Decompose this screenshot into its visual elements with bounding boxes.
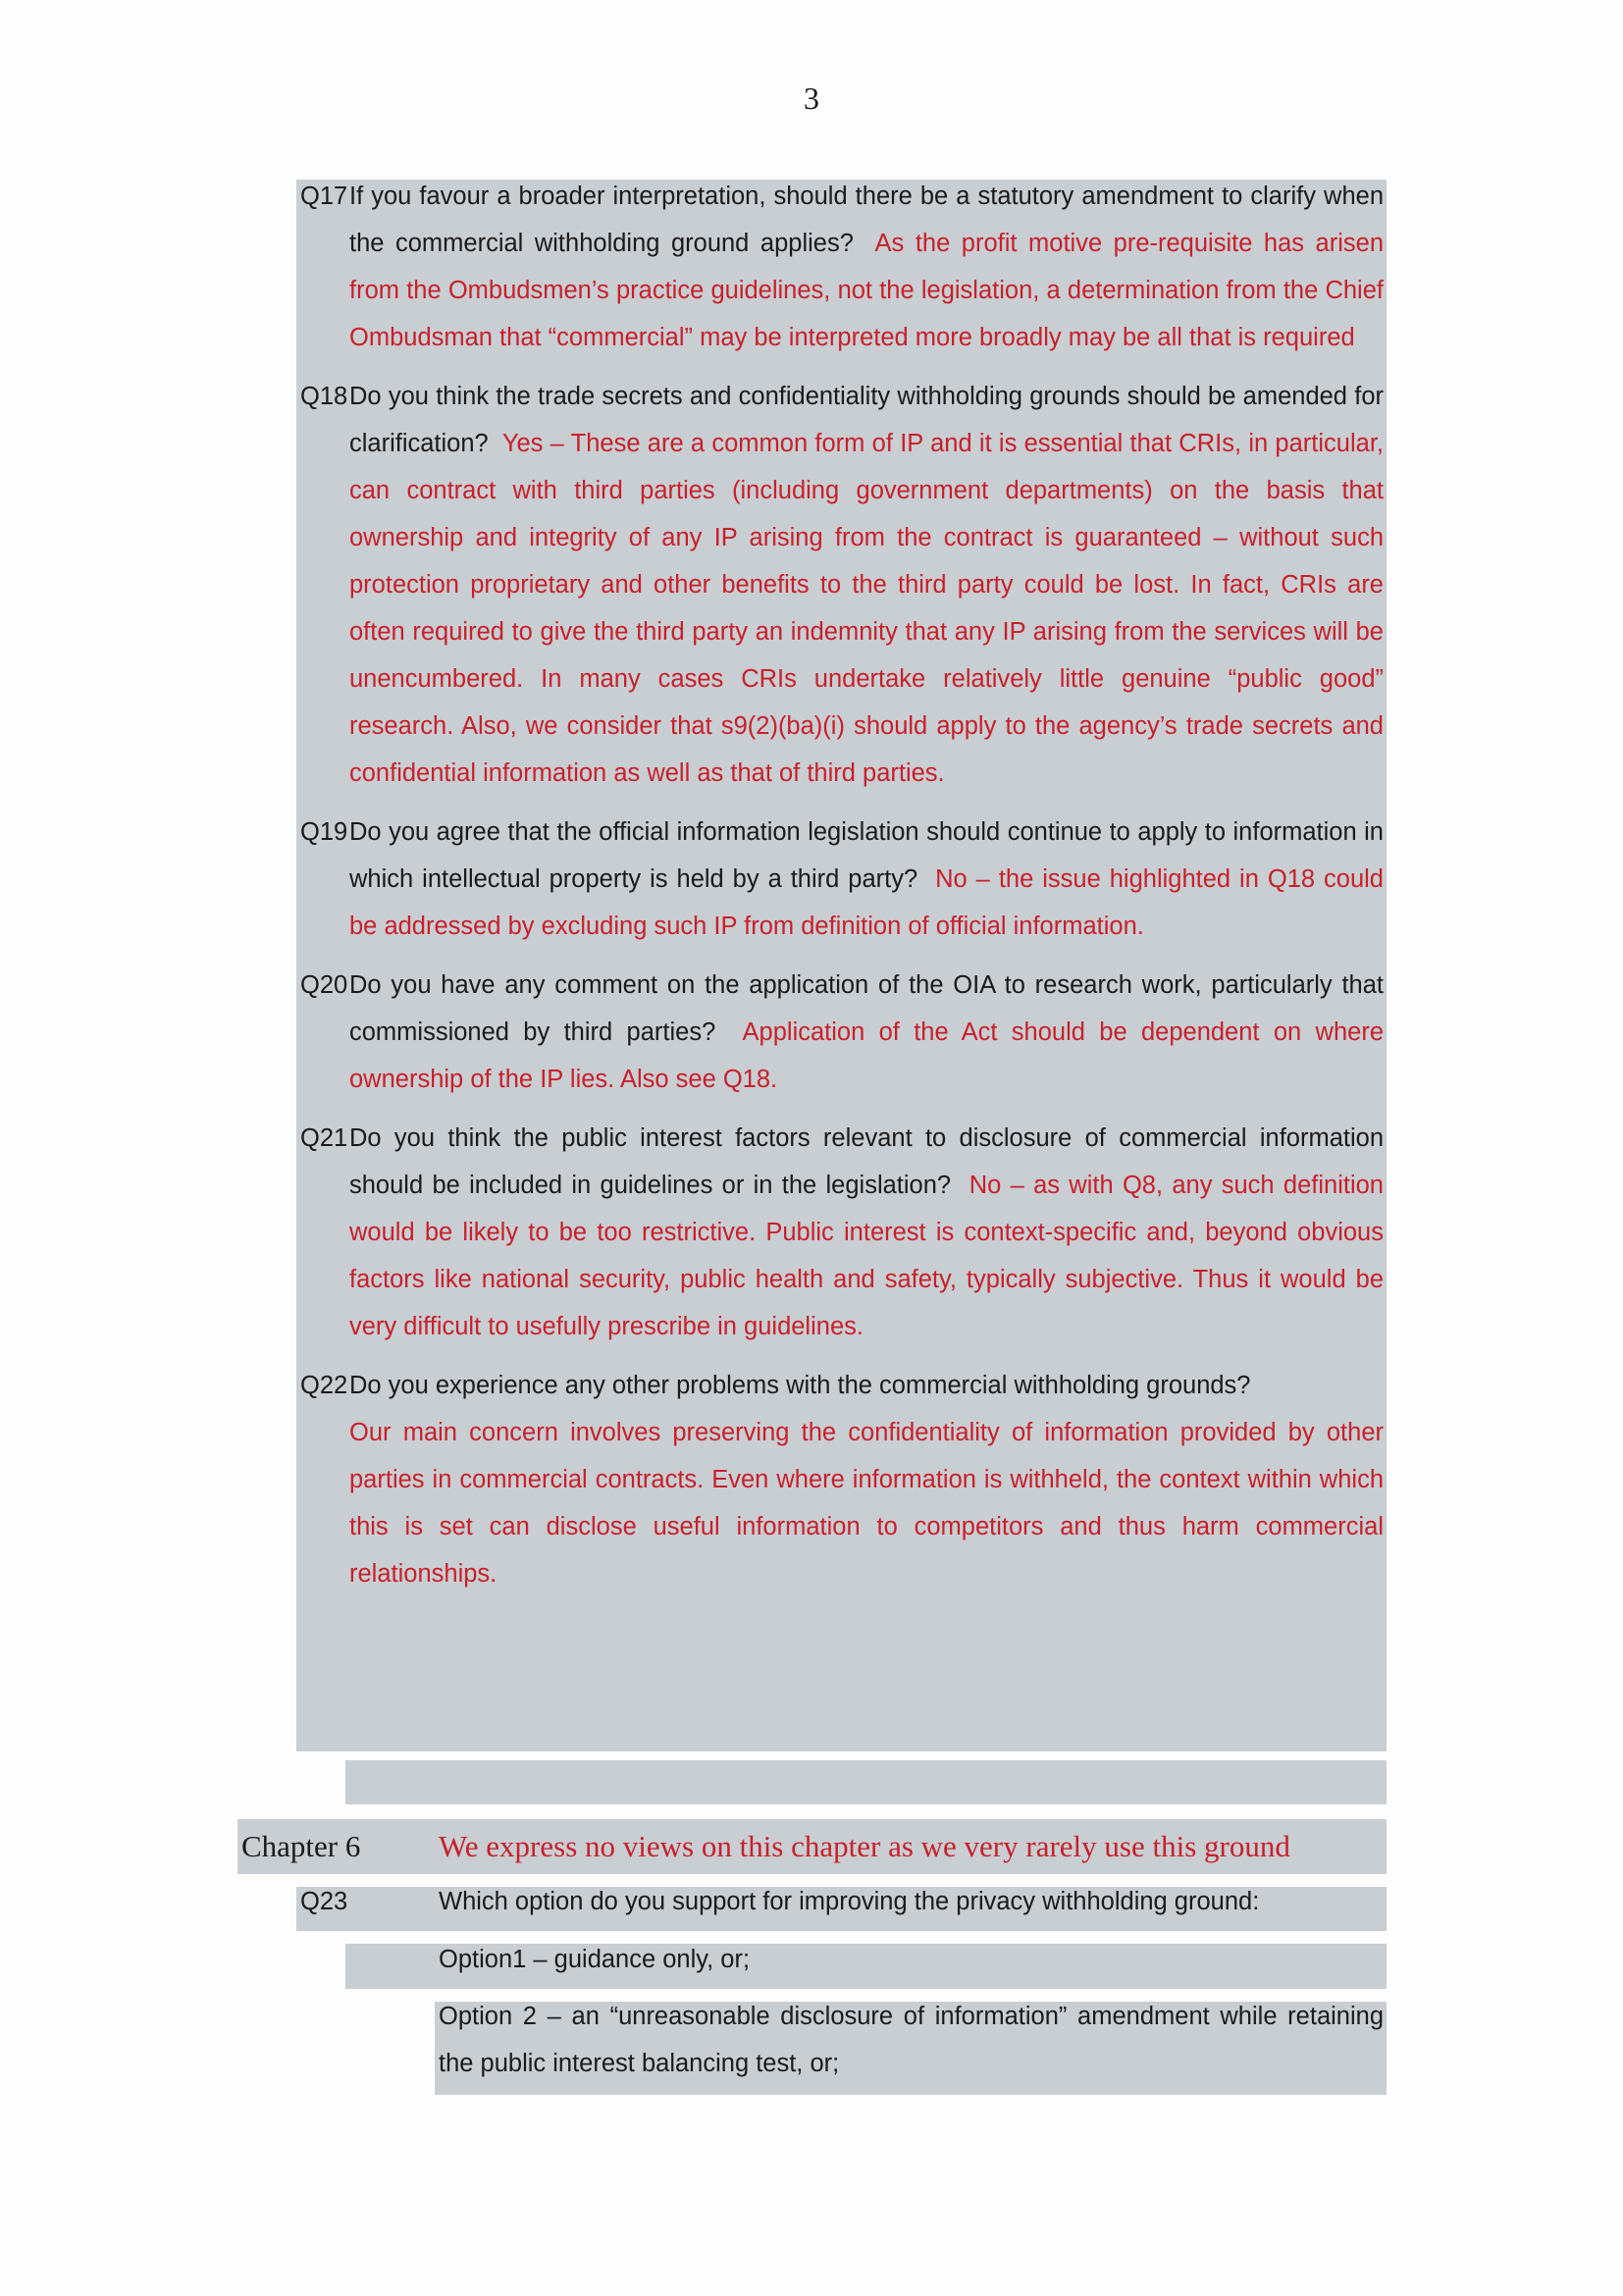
answer-text: As the profit motive pre-requisite has arisen from the Ombudsmen’s practice guidelines, not the legislation, a determination from the Chief Ombudsman that “commercial” may be interpreted more broadly may be all that is required <box>349 230 1385 351</box>
question-text: If you favour a broader interpretation, should there be a statutory amendment to clarify when the commercial withholding ground applies? <box>349 183 1384 257</box>
answer-text: Application of the Act should be dependent on where ownership of the IP lies. Also see Q18. <box>349 1018 1385 1093</box>
answer-text: No – the issue highlighted in Q18 could be addressed by excluding such IP from definition of official information. <box>349 865 1384 940</box>
question-label: Q17 <box>300 183 348 210</box>
question-label: Q18 <box>300 383 348 410</box>
question-text: Do you think the public interest factors relevant to disclosure of commercial information should be included in guidelines or in the legislation? <box>349 1124 1384 1199</box>
q23-option-1: Option1 – guidance only, or; <box>439 1946 751 1973</box>
question-q17 <box>296 173 1384 361</box>
question-q21 <box>296 1115 1384 1350</box>
highlight-block <box>345 1760 1387 1804</box>
q23-label: Q23 <box>300 1888 348 1915</box>
q23-option-2: Option 2 – an “unreasonable disclosure of information” amendment while retaining the public interest balancing test, or; <box>439 2003 1384 2077</box>
answer-text: Our main concern involves preserving the confidentiality of information provided by other parties in commercial contracts. Even where information is withheld, the context within which this is set can disclose useful information to competitors and thus harm commercial relationships. <box>349 1419 1384 1588</box>
question-q19 <box>296 809 1384 950</box>
answer-text: Yes – These are a common form of IP and it is essential that CRIs, in particular, can contract with third parties (including government departments) on the basis that ownership and integrity of any IP arising from the contract is guaranteed – without such protection proprietary and other benefits to the third party could be lost. In fact, CRIs are often required to give the third party an indemnity that any IP arising from the services will be unencumbered. In many cases CRIs undertake relatively little genuine “public good” research. Also, we consider that s9(2)(ba)(i) should apply to the agency’s trade secrets and confidential information as well as that of third parties. <box>349 430 1384 787</box>
question-q18 <box>296 373 1384 797</box>
question-label: Q22 <box>300 1372 348 1399</box>
question-text: Do you think the trade secrets and confidentiality withholding grounds should be amended for clarification? <box>349 383 1384 457</box>
question-text: Do you experience any other problems with the commercial withholding grounds? <box>349 1372 1251 1399</box>
page-number: 3 <box>804 80 819 116</box>
chapter-label: Chapter 6 <box>241 1829 361 1863</box>
question-label: Q20 <box>300 971 348 999</box>
q23-question: Which option do you support for improving the privacy withholding ground: <box>439 1888 1260 1915</box>
chapter-comment: We express no views on this chapter as we very rarely use this ground <box>439 1829 1290 1863</box>
question-text: Do you have any comment on the application of the OIA to research work, particularly that commissioned by third parties? <box>349 971 1384 1046</box>
question-text: Do you agree that the official information legislation should continue to apply to information in which intellectual property is held by a third party? <box>349 818 1384 893</box>
question-label: Q21 <box>300 1124 348 1152</box>
question-q22 <box>296 1362 1384 1597</box>
question-q20 <box>296 962 1384 1103</box>
answer-text: No – as with Q8, any such definition would be likely to be too restrictive. Public interest is context-specific and, beyond obvious factors like national security, public health and safety, typically subjective. Thus it would be very difficult to usefully prescribe in guidelines. <box>349 1172 1384 1340</box>
question-label: Q19 <box>300 818 348 846</box>
question-list <box>296 173 1384 1609</box>
